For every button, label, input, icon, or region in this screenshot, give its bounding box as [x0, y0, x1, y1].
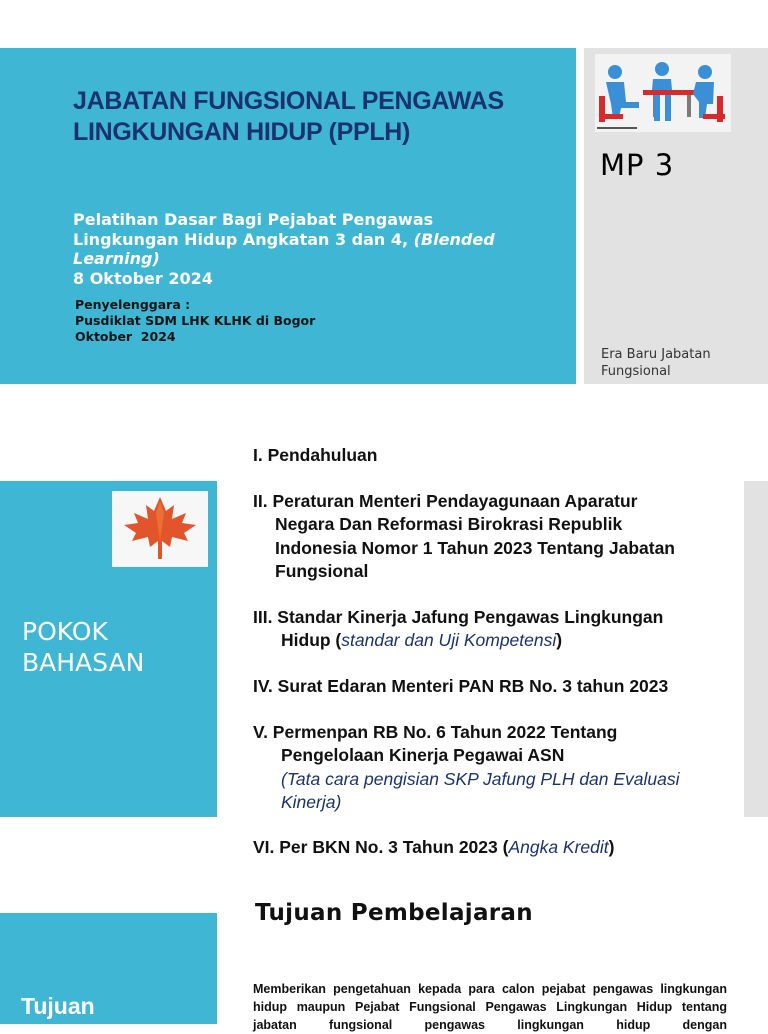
objective-body: Memberikan pengetahuan kepada para calon pejabat pengawas lingkungan hidup maupun Pejabat Fungsional Pengawas Lingkungan Hidup tentang jabatan fungsional pengawas lingkungan hidup dengan	[253, 982, 727, 1032]
agenda-right-strip	[744, 481, 768, 817]
slide-title: JABATAN FUNGSIONAL PENGAWAS LINGKUNGAN HIDUP (PPLH)	[73, 87, 504, 146]
module-code: MP 3	[600, 148, 675, 182]
maple-leaf-icon	[112, 491, 208, 567]
agenda-heading	[22, 616, 144, 678]
organizer-label: Penyelenggara :	[75, 297, 191, 312]
list-item: II. Peraturan Menteri Pendayagunaan Aparatur Negara Dan Reformasi Birokrasi Republik Indonesia Nomor 1 Tahun 2023 Tentang Jabatan Fungsional	[253, 491, 675, 582]
list-item: I. Pendahuluan	[253, 445, 378, 465]
list-item: III. Standar Kinerja Jafung Pengawas Lingkungan Hidup (standar dan Uji Kompetensi)	[253, 607, 664, 651]
meeting-people-icon	[595, 54, 731, 132]
organizer-name: Pusdiklat SDM LHK KLHK di Bogor	[75, 313, 316, 328]
module-name: Era Baru Jabatan Fungsional	[601, 347, 711, 379]
training-date: 8 Oktober 2024	[73, 268, 213, 288]
list-item: IV. Surat Edaran Menteri PAN RB No. 3 tahun 2023	[253, 676, 669, 696]
objective-title: Tujuan Pembelajaran	[255, 900, 533, 926]
organizer-date: Oktober 2024	[75, 329, 176, 344]
slide-subtitle	[73, 210, 543, 288]
objective-side-heading: Tujuan	[21, 993, 95, 1019]
agenda-heading-line2: BAHASAN	[22, 648, 145, 677]
list-item: VI. Per BKN No. 3 Tahun 2023 (Angka Kredit)	[253, 837, 615, 857]
list-item: V. Permenpan RB No. 6 Tahun 2022 Tentang Pengelolaan Kinerja Pegawai ASN (Tata cara pengisian SKP Jafung PLH dan Evaluasi Kinerja)	[253, 722, 680, 813]
training-mode: (Blended Learning)	[73, 229, 495, 268]
training-name: Pelatihan Dasar Bagi Pejabat Pengawas Lingkungan Hidup Angkatan 3 dan 4,	[73, 210, 434, 249]
organizer-block	[75, 297, 375, 345]
agenda-heading-line1: POKOK	[22, 617, 108, 646]
